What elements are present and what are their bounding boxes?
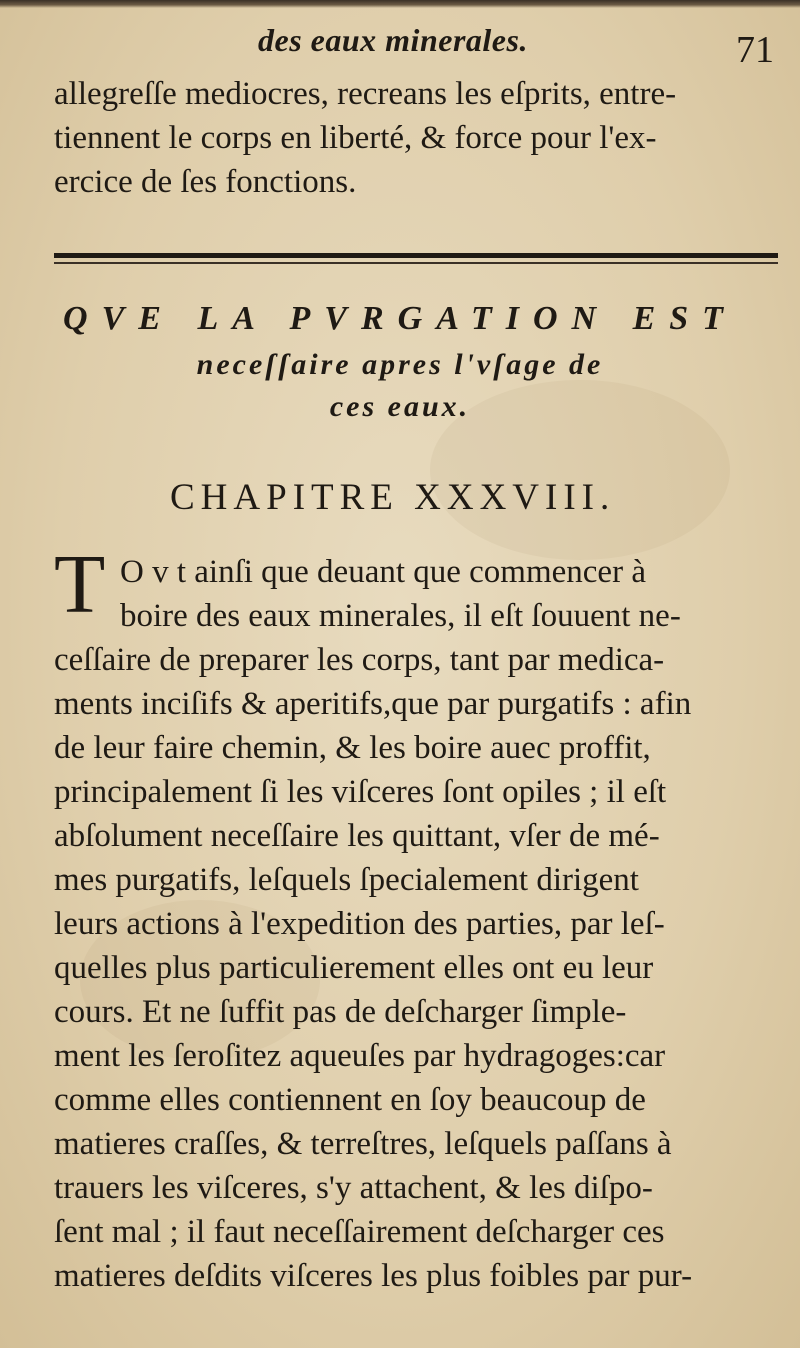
text-line: quelles plus particulierement elles ont eu leur [54,950,654,986]
running-head [0,20,800,70]
section-heading-line-1: QVE LA PVRGATION EST [63,300,737,337]
chapter-label: CHAPITRE XXXVIII. [170,477,616,518]
page-edge [0,0,800,8]
text-line: comme elles contiennent en ſoy beaucoup de [54,1082,646,1118]
text-line: cours. Et ne ſuffit pas de deſcharger ſimple- [54,994,627,1030]
section-heading-line-2: neceſſaire apres l'vſage de [196,348,604,381]
text-line: mes purgatifs, leſquels ſpecialement dirigent [54,862,639,898]
text-line: ments inciſifs & aperitifs,que par purgatifs : afin [54,686,692,722]
text-line: O v t ainſi que deuant que commencer à [120,554,646,590]
text-line: ceſſaire de preparer les corps, tant par medica- [54,642,665,678]
text-line: ercice de ſes fonctions. [54,164,357,200]
text-line: ment les ſeroſitez aqueuſes par hydragoges:car [54,1038,666,1074]
running-head-title: des eaux minerales. [258,22,528,58]
text-line: matieres craſſes, & terreſtres, leſquels paſſans à [54,1126,672,1162]
section-heading-line-3: ces eaux. [329,390,471,423]
text-line: boire des eaux minerales, il eſt ſouuent ne- [120,598,681,634]
page-number: 71 [736,29,774,71]
drop-cap: T [54,538,106,631]
text-line: abſolument neceſſaire les quittant, vſer de mé- [54,818,660,854]
section-rule [54,253,778,258]
text-line: trauers les viſceres, s'y attachent, & les diſpo- [54,1170,653,1206]
text-line: ſent mal ; il faut neceſſairement deſcharger ces [54,1214,665,1250]
text-line: matieres deſdits viſceres les plus foibles par pur- [54,1258,693,1294]
text-line: tiennent le corps en liberté, & force pour l'ex- [54,120,657,156]
text-line: allegreſſe mediocres, recreans les eſprits, entre- [54,76,677,112]
text-line: de leur faire chemin, & les boire auec proffit, [54,730,651,766]
text-line: principalement ſi les viſceres ſont opiles ; il eſt [54,774,667,810]
section-rule-thin [54,262,778,264]
text-line: leurs actions à l'expedition des parties, par leſ- [54,906,665,942]
